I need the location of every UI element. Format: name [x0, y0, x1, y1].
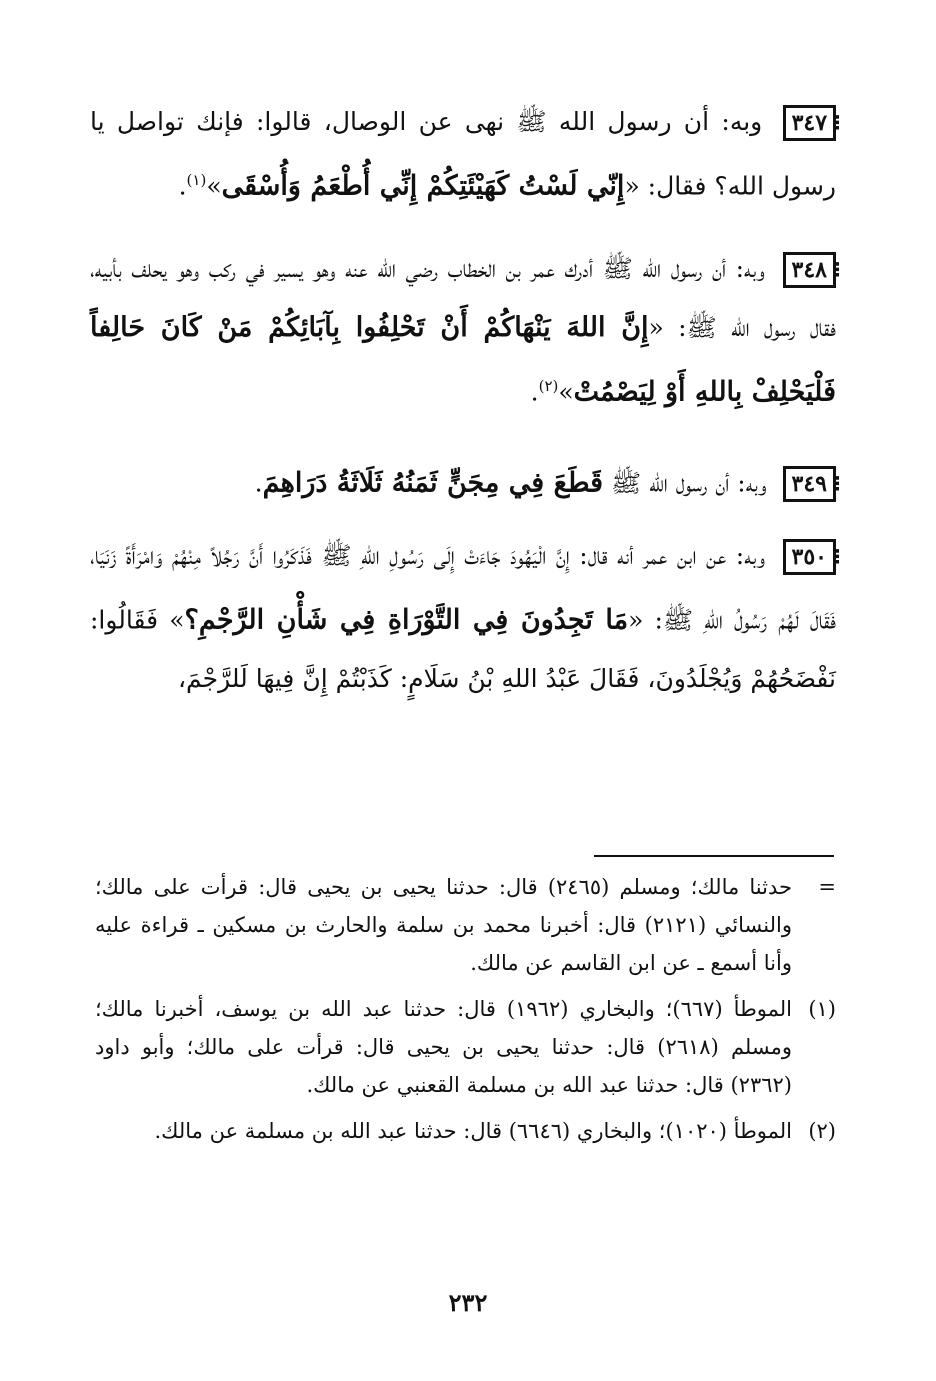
footnote-text: حدثنا مالك؛ ومسلم (٢٤٦٥) قال: حدثنا يحيى بن يحيى قال: قرأت على مالك؛ والنسائي (٢١٢١) قال: أخبرنا محمد بن سلمة والحارث بن مسكين ـ قراءة عليه وأنا أسمع ـ عن ابن القاسم عن مالك. — [95, 875, 792, 975]
footnote-mark: = — [818, 875, 836, 899]
paragraph-349 — [90, 448, 836, 512]
main-text — [90, 92, 836, 708]
hadith-text: مَا تَجِدُونَ فِي التَّوْرَاةِ فِي شَأْنِ الرَّجْمِ؟ — [184, 604, 629, 636]
paragraph-end: . — [178, 171, 187, 201]
footnote-1 — [95, 990, 836, 1104]
narration-intro: وبه: أن رسول الله ﷺ — [603, 467, 767, 497]
paragraph-347 — [90, 92, 836, 215]
footnote-ref: (٢) — [538, 377, 559, 396]
footnote-mark: (٢) — [808, 1119, 836, 1143]
footnote-continued — [95, 868, 836, 982]
footnote-2 — [95, 1112, 836, 1150]
hadith-text: إِنّي لَسْتُ كَهَيْئَتِكُمْ إِنِّي أُطْعَمُ وَأُسْقَى — [221, 170, 625, 202]
page-number: ٢٣٢ — [448, 1288, 488, 1317]
paragraph-end: . — [254, 467, 263, 497]
hadith-text: إِنَّ اللهَ يَنْهَاكُمْ أَنْ تَحْلِفُوا بِآبَائِكُمْ مَنْ كَانَ حَالِفاً فَلْيَحْلِفْ بِاللهِ أَوْ لِيَصْمُتْ — [90, 312, 836, 408]
hadith-number-box: ⁝ ٣٥٠ — [783, 539, 836, 575]
quote-close: » — [206, 171, 222, 201]
footnote-mark: (١) — [808, 997, 836, 1021]
paragraph-350 — [90, 526, 836, 708]
footnote-text: الموطأ (١٠٢٠)؛ والبخاري (٦٦٤٦) قال: حدثنا عبد الله بن مسلمة عن مالك. — [154, 1119, 792, 1143]
hadith-text: قَطَعَ فِي مِجَنٍّ ثَمَنُهُ ثَلَاثَةُ دَرَاهِمَ — [262, 466, 604, 498]
paragraph-end: فَقَالُوا: نَفْضَحُهُمْ وَيُجْلَدُونَ، فَقَالَ عَبْدُ اللهِ بْنُ سَلَامٍ: كَذَبْتُمْ إِنَّ فِيهَا لَلرَّجْمَ، — [90, 605, 836, 694]
footnote-ref: (١) — [186, 171, 207, 189]
footnotes — [95, 868, 836, 1158]
hadith-number-box: ⁝ ٣٤٧ — [783, 105, 836, 141]
quote-close: » — [169, 605, 185, 635]
narration-intro: وبه: أن رسول الله ﷺ أدرك عمر بن الخطاب رضي الله عنه وهو يسير في ركب وهو يحلف بأبيه، فقال رسول الله ﷺ: « — [90, 254, 836, 343]
hadith-number-box: ⁝ ٣٤٨ — [783, 252, 836, 288]
narration-intro: وبه: عن ابن عمر أنه قال: إِنَّ الْيَهُودَ جَاءَتْ إِلَى رَسُولِ اللهِ ﷺ فَذَكَرُوا أَنَّ رَجُلاً مِنْهُمْ وَامْرَأَةً زَنَيَا، فَقَالَ لَهُمْ رَسُولُ اللهِ ﷺ: « — [90, 540, 837, 635]
quote-close: » — [558, 377, 574, 407]
paragraph-348 — [90, 239, 836, 421]
footnote-text: الموطأ (٦٦٧)؛ والبخاري (١٩٦٢) قال: حدثنا عبد الله بن يوسف، أخبرنا مالك؛ ومسلم (٢٦١٨) قال: حدثنا يحيى بن يحيى قال: قرأت على مالك؛ وأبو داود (٢٣٦٢) قال: حدثنا عبد الله بن مسلمة القعنبي عن مالك. — [95, 997, 793, 1097]
footnote-divider — [594, 855, 834, 857]
paragraph-end: . — [530, 377, 539, 407]
narration-intro: وبه: أن رسول الله ﷺ نهى عن الوصال، قالوا: فإنك تواصل يا رسول الله؟ فقال: « — [90, 107, 836, 201]
hadith-number-box: ⁝ ٣٤٩ — [783, 466, 836, 502]
